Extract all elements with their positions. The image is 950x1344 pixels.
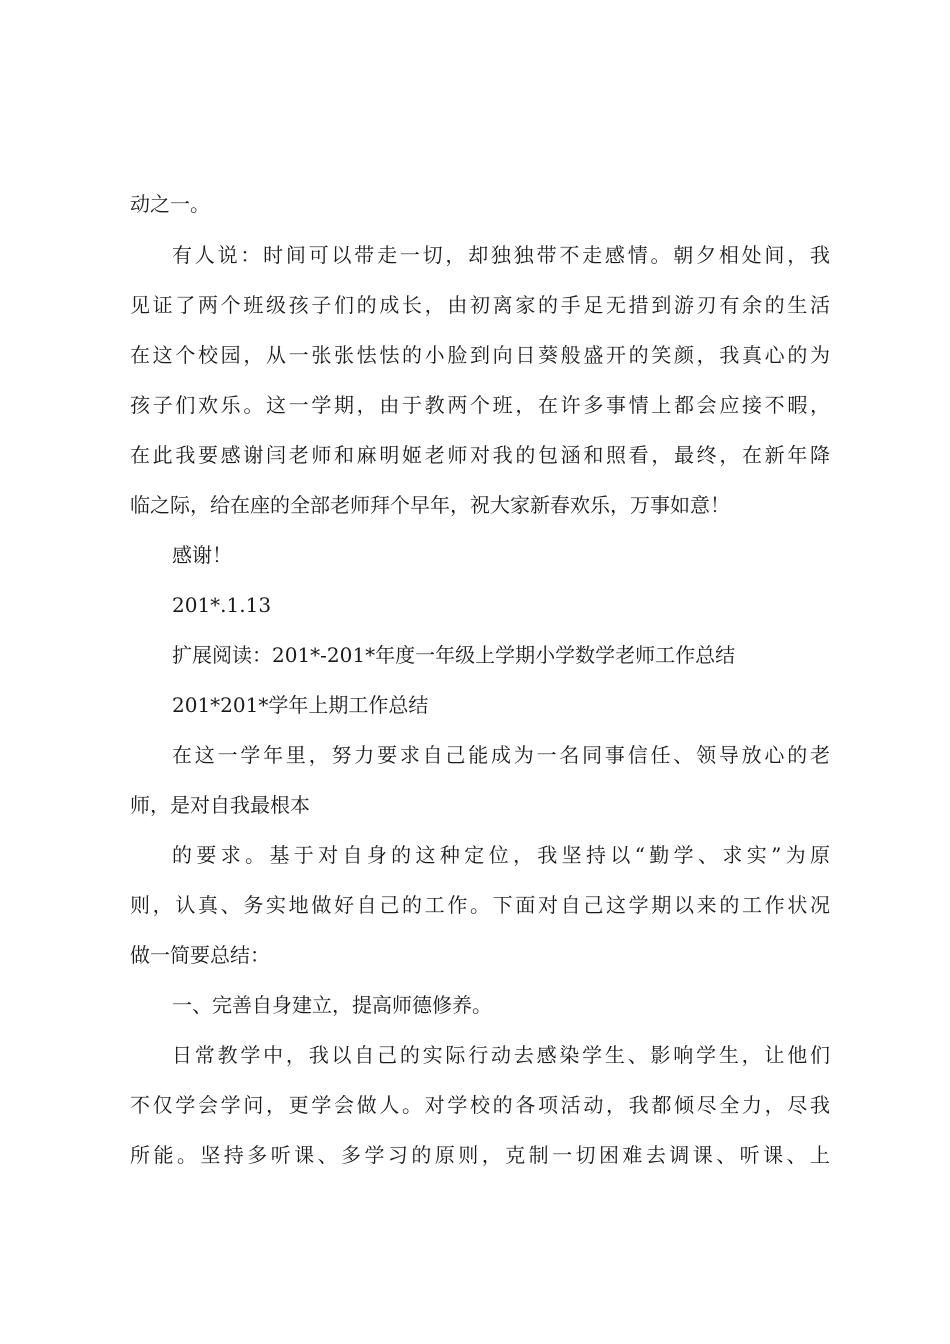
paragraph-start-line: 有人说：时间可以带走一切，却独独带不走感情。朝夕相处间，我 [172, 243, 830, 267]
text-line: 所能。坚持多听课、多学习的原则，克制一切困难去调课、听课、上 [130, 1143, 830, 1167]
paragraph-start-line: 在这一学年里，努力要求自己能成为一名同事信任、领导放心的老 [172, 743, 830, 767]
text-line: 孩子们欢乐。这一学期，由于教两个班，在许多事情上都会应接不暇， [130, 393, 830, 417]
paragraph-start-line: 日常教学中，我以自己的实际行动去感染学生、影响学生，让他们 [172, 1043, 830, 1067]
extended-reading-heading: 扩展阅读：201*-201*年度一年级上学期小学数学老师工作总结 [172, 643, 736, 667]
section-heading: 一、完善自身建立，提高师德修养。 [172, 993, 492, 1017]
text-line: 则，认真、务实地做好自己的工作。下面对自己这学期以来的工作状况 [130, 893, 830, 917]
text-line: 不仅学会学问，更学会做人。对学校的各项活动，我都倾尽全力，尽我 [130, 1093, 830, 1117]
text-line: 在此我要感谢闫老师和麻明姬老师对我的包涵和照看，最终，在新年降 [130, 443, 830, 467]
date-line: 201*.1.13 [172, 593, 272, 617]
paragraph-start-line: 的要求。基于对自身的这种定位，我坚持以“勤学、求实”为原 [172, 843, 830, 867]
text-line: 师，是对自我最根本 [130, 793, 310, 817]
text-line: 见证了两个班级孩子们的成长，由初离家的手足无措到游刃有余的生活 [130, 293, 830, 317]
closing-thanks: 感谢！ [172, 543, 232, 567]
text-line: 在这个校园，从一张张怯怯的小脸到向日葵般盛开的笑颜，我真心的为 [130, 343, 830, 367]
text-line: 动之一。 [130, 192, 210, 216]
text-line: 做一简要总结： [130, 943, 270, 967]
summary-title: 201*201*学年上期工作总结 [172, 693, 429, 717]
text-line: 临之际，给在座的全部老师拜个早年，祝大家新春欢乐，万事如意！ [130, 493, 730, 517]
